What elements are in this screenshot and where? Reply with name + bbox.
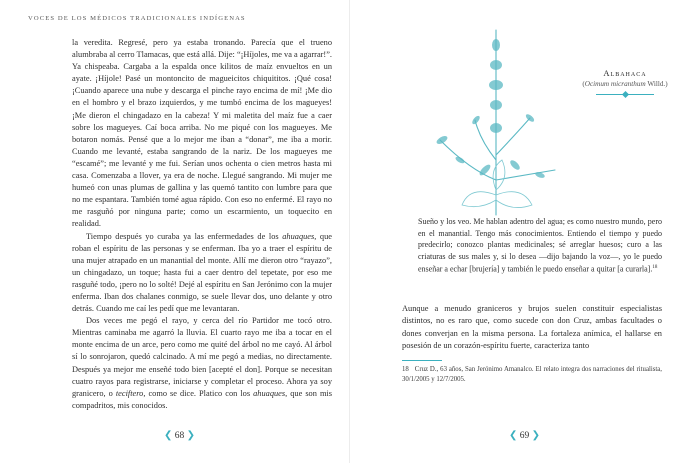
footnote-rule xyxy=(402,360,442,361)
footnote xyxy=(402,365,662,385)
basil-plant-illustration xyxy=(430,20,560,220)
flower-cluster xyxy=(490,60,502,70)
leaf xyxy=(435,134,448,145)
large-leaf xyxy=(462,192,496,207)
block-quote: Sueño y los veo. Me hablan adentro del agua; es como nuestro mundo, pero en el manantial. Tengo más conocimientos. Entiendo el tiempo y puedo predecirlo; conozco plantas medicinales; sé arreglar huesos; curo a las criaturas de sus males y, si lo desea —dijo bajando la voz—, yo le puedo enseñar a echar [brujería] y también le puedo enseñar a quitar [a curarla].$^{18}$ xyxy=(418,217,662,275)
page-number-left: ❮ 68 ❯ xyxy=(164,430,196,441)
plant-branch xyxy=(496,118,530,155)
footnote-number: 18 xyxy=(402,366,409,373)
left-body-text xyxy=(72,37,332,412)
paragraph: Aunque a menudo graniceros y brujos suelen constituir especialistas distintos, no es raro que, como sucede con don Cruz, ambas facultades o dones converjan en la misma persona. La fortaleza anímica, el hallarse en posesión de un corazón-espíritu fuerte, caracteriza tanto xyxy=(402,304,662,350)
folio-ornament-left-icon: ❮ xyxy=(509,430,518,441)
flower-cluster xyxy=(489,80,503,90)
plant-scientific-name: (Ocimum micranthum Willd.) xyxy=(582,80,668,88)
flower-cluster xyxy=(490,123,502,133)
leaf xyxy=(454,155,465,164)
paragraph: la veredita. Regresé, pero ya estaba tronando. Parecía que el trueno alumbraba al cerro Tlamacas, que está allá. Dije: “¡Híjoles, me va a agarrar!”. Ya chispeaba. Cargaba a la espalda once kilitos de maíz envueltos en un ayate. ¡Híjole! Pasé un montoncito de magueicitos chiquititos. ¡Qué cosa! ¡Cuando aparece una nube y descarga el pinche rayo encima de mí! ¡Me dio en el hombro y el brazo izquierdos, y me tumbó encima de los magueyes! ¡Me dieron el chingadazo en la cabeza! Y mi maletita del maíz fue a caer sobre los magueyes. Caí boca arriba. No me piqué con los magueyes. Me botaron nomás. Pensé que a lo mejor me iban a “donar”, me iba a morir. Cuando me levanté, estaba sangrando de la nariz. De los magueyes me “escamé”; me levanté y me fui. Serían unos ochenta o cien metros hasta mi casa. Comenzaba a llover, ya era de noche. Llegué sangrando. Mi mujer me humeó con unas plumas de gallina y las quemó tantito con lumbre para que no me espantara. También tomé agua rápido. Con eso no enfermé. El rayo no me rasguñó por ninguna parte; como un escarmiento, un toquecito en realidad. xyxy=(72,38,332,229)
plant-branch xyxy=(440,140,496,180)
folio-ornament-right-icon: ❯ xyxy=(186,430,196,441)
footnote-ref[interactable]: 18 xyxy=(652,265,658,271)
flower-spike xyxy=(492,39,500,51)
plant-caption xyxy=(560,68,690,97)
right-body-text xyxy=(402,303,662,352)
running-head: VOCES DE LOS MÉDICOS TRADICIONALES INDÍGENAS xyxy=(28,15,246,22)
leaf xyxy=(509,159,522,172)
large-leaf xyxy=(493,160,505,190)
footnote-text: Cruz D., 63 años, San Jerónimo Amanalco. El relato integra dos narraciones del ritualista, 30/1/2005 y 12/7/2005. xyxy=(402,366,662,383)
flower-cluster xyxy=(490,100,502,110)
page-number-right: ❮ 69 ❯ xyxy=(509,430,541,441)
left-page xyxy=(0,0,349,463)
paragraph: Tiempo después yo curaba ya las enfermedades de los ahuaques, que roban el espíritu de las personas y se enferman. Iba yo a traer el espíritu de una mujer atrapado en un manantial del monte. Allí me dieron otro “rayazo”, un chingadazo, un toque; hasta fui a caer dentro del tepetate, por eso me rasguñé todo, ¡pero no lo solté! Dejé al espíritu en San Jerónimo con la mujer enferma. Iban dos chalanes conmigo, se suele llevar dos, uno delante y otro detrás. Cuando me caí les pedí que me levantaran. xyxy=(72,231,332,314)
folio-ornament-left-icon: ❮ xyxy=(164,430,173,441)
folio-ornament-right-icon: ❯ xyxy=(531,430,541,441)
large-leaf xyxy=(496,192,532,208)
plant-common-name: Albahaca xyxy=(603,68,647,78)
diamond-ornament-icon xyxy=(621,91,628,98)
paragraph: Dos veces me pegó el rayo, y cerca del río Partidor me tocó otro. Mientras caminaba me agarró la lluvia. El cuarto rayo me iba a tocar en el monte encima de un arce, pero como me quité del árbol no me cayó. Al árbol sí lo sonrojaron, quedó calcinado. A mí me pegó a medias, no directamente. Después ya mejor me enseñé todo bien [acepté el don]. Porque se necesitan cuatro rayos para registrarse, iniciarse y completar el proceso. Ahora ya soy granicero, o teciftero, como se dice. Platico con los ahuaques, que son mis compadritos, mis conocidos. xyxy=(72,316,332,410)
